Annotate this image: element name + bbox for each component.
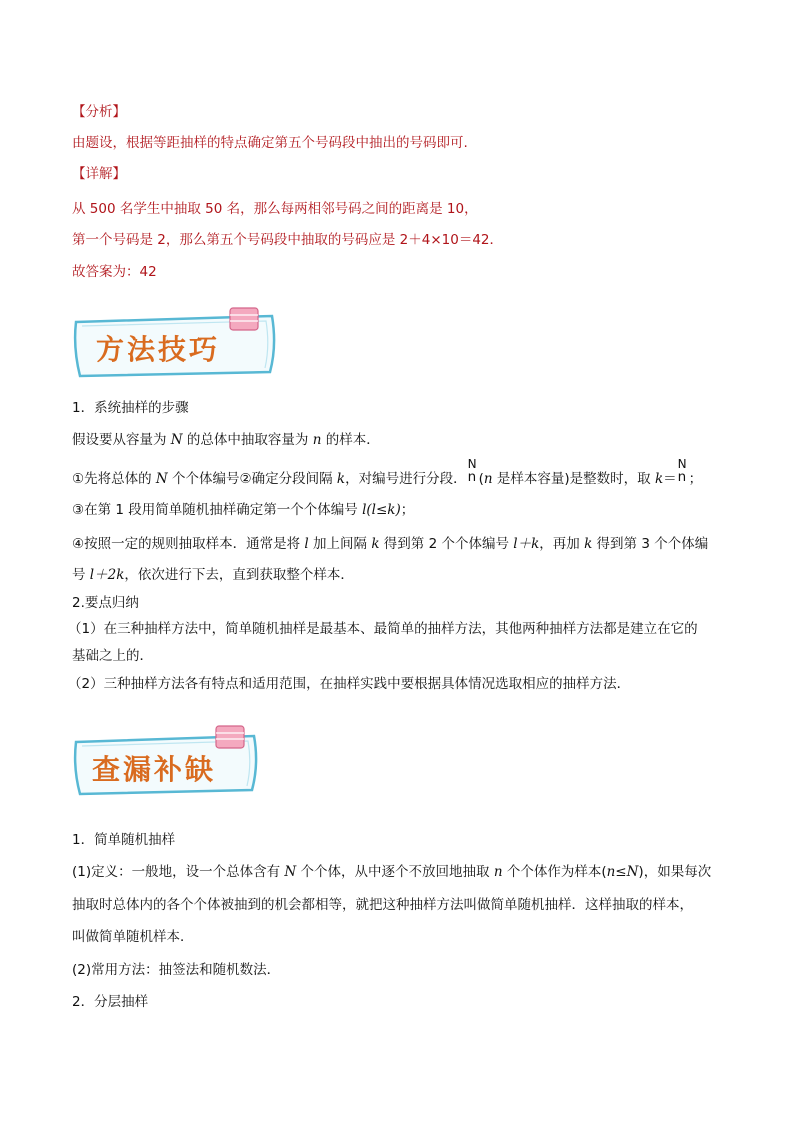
key-point-2: （2）三种抽样方法各有特点和适用范围，在抽样实践中要根据具体情况选取相应的抽样方法． — [68, 676, 631, 692]
methods-heading-1: 1．系统抽样的步骤 — [72, 400, 189, 416]
review-heading-2: 2．分层抽样 — [72, 994, 149, 1010]
gap-review-title: 查漏补缺 — [92, 753, 217, 786]
solution-line-2: 第一个号码是 2，那么第五个号码段中抽取的号码应是 2＋4×10＝42． — [72, 232, 504, 248]
analysis-heading: 【分析】 — [72, 104, 126, 120]
method-tips-title: 方法技巧 — [96, 333, 221, 366]
solution-answer: 故答案为：42 — [72, 264, 157, 280]
methods-heading-2: 2.要点归纳 — [72, 595, 139, 611]
review-heading-1: 1．简单随机抽样 — [72, 832, 176, 848]
gap-review-banner — [70, 724, 262, 798]
method-step-1: ①先将总体的 N 个个体编号②确定分段间隔 k，对编号进行分段． N n (n 是样本容量)是整数时，取 k＝ N n ； — [72, 457, 703, 487]
solution-heading: 【详解】 — [72, 166, 126, 182]
methods-paragraph: 假设要从容量为 N 的总体中抽取容量为 n 的样本． — [72, 432, 380, 448]
key-point-1: （1）在三种抽样方法中，简单随机抽样是最基本、最简单的抽样方法，其他两种抽样方法都是建立在它的 — [68, 621, 698, 637]
analysis-text: 由题设，根据等距抽样的特点确定第五个号码段中抽出的号码即可. — [72, 135, 468, 151]
method-step-3: ④按照一定的规则抽取样本．通常是将 l 加上间隔 k 得到第 2 个个体编号 l＋k，再加 k 得到第 3 个个体编 — [72, 536, 709, 552]
common-methods: (2)常用方法：抽签法和随机数法． — [72, 962, 281, 978]
n-over-n-fraction-2: N n — [677, 457, 687, 485]
n-over-n-fraction: N n — [467, 457, 477, 485]
method-step-3-cont: 号 l＋2k，依次进行下去，直到获取整个样本． — [72, 567, 354, 583]
definition-line-2: 抽取时总体内的各个个体被抽到的机会都相等，就把这种抽样方法叫做简单随机抽样．这样抽取的样本， — [72, 897, 693, 913]
key-point-1-cont: 基础之上的． — [72, 648, 153, 664]
solution-line-1: 从 500 名学生中抽取 50 名，那么每两相邻号码之间的距离是 10， — [72, 201, 478, 217]
method-step-2: ③在第 1 段用简单随机抽样确定第一个个体编号 l(l≤k)； — [72, 502, 415, 518]
method-tips-banner — [70, 306, 282, 380]
definition-line-3: 叫做简单随机样本． — [72, 929, 194, 945]
definition-line-1: (1)定义：一般地，设一个总体含有 N 个个体，从中逐个不放回地抽取 n 个个体作为样本(n≤N)，如果每次 — [72, 864, 712, 880]
